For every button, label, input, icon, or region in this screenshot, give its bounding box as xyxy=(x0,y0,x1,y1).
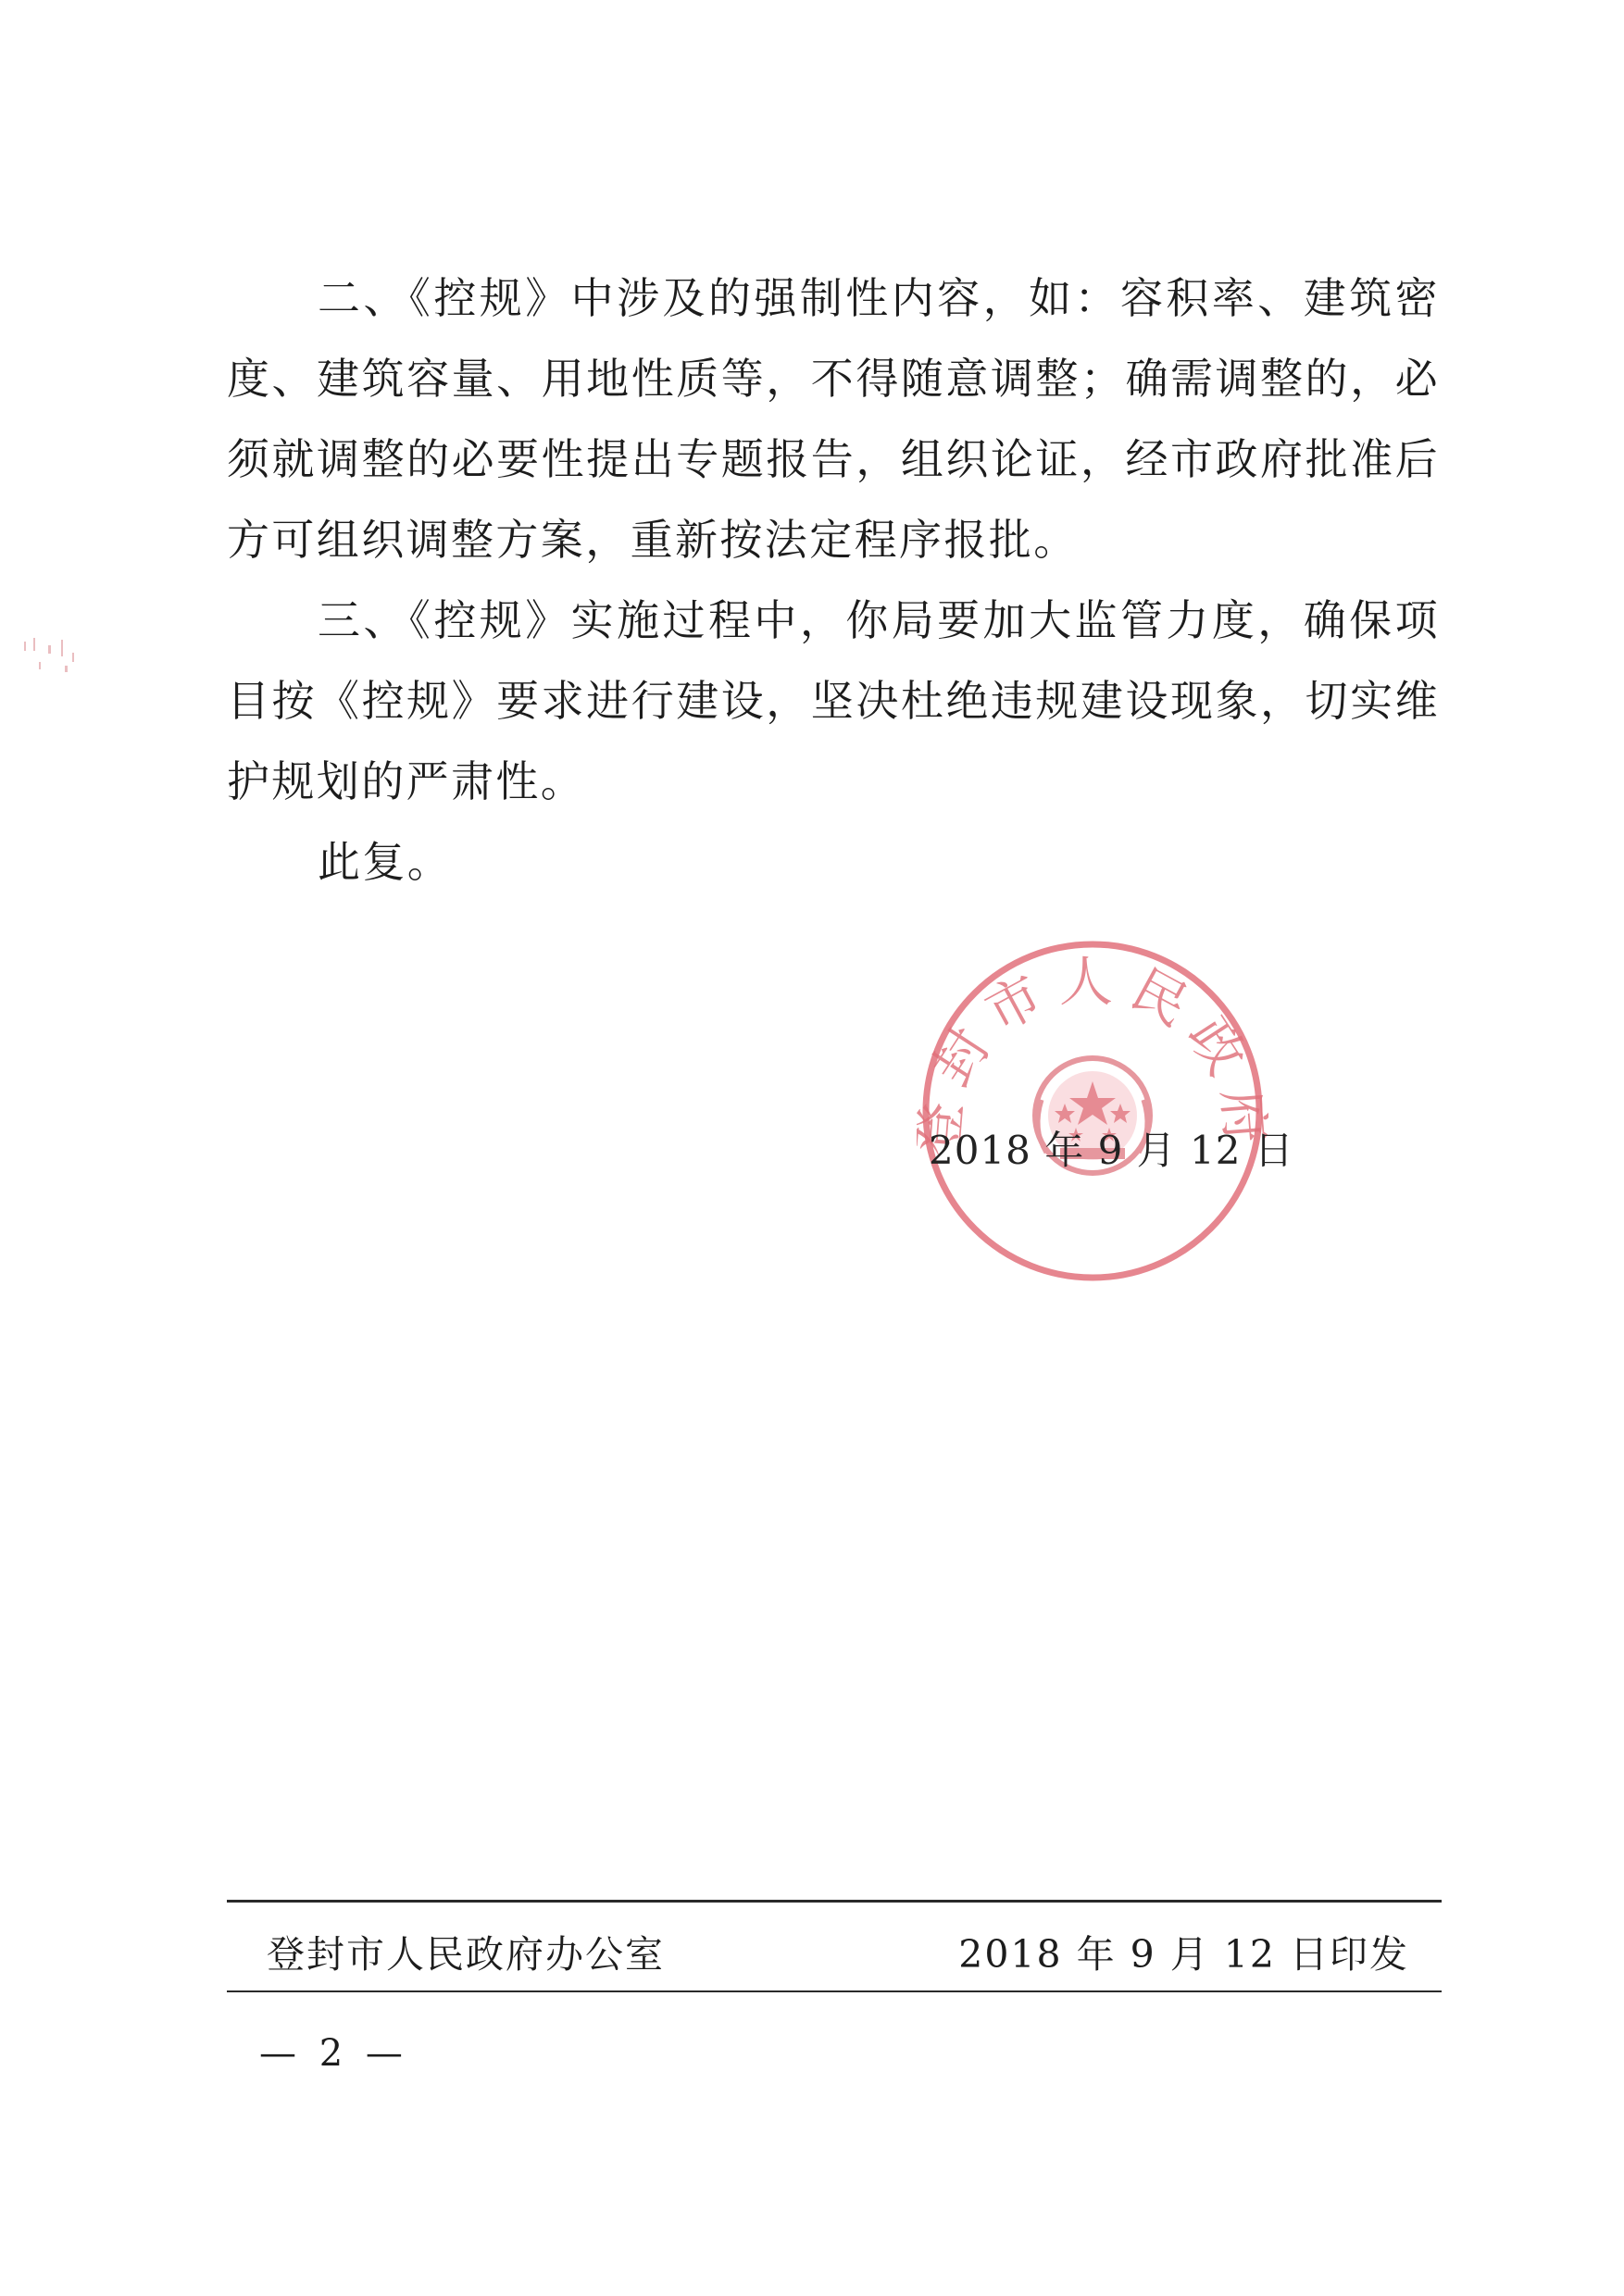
footer-bottom-rule xyxy=(227,1990,1442,1992)
signature-date: 2018 年 9 月 12 日 xyxy=(929,1128,1294,1173)
paragraph-three: 三、《控规》实施过程中，你局要加大监管力度，确保项目按《控规》要求进行建设，坚决杜绝违规建设现象，切实维护规划的严肃性。 xyxy=(227,595,1440,806)
scan-smudge xyxy=(20,634,85,690)
page-number: — 2 — xyxy=(259,2032,408,2075)
seal-text: 封市人民政 xyxy=(919,950,1266,1097)
issuing-office: 登封市人民政府办公室 xyxy=(267,1932,665,1977)
print-date: 2018 年 9 月 12 日印发 xyxy=(958,1932,1409,1977)
paragraph-two: 二、《控规》中涉及的强制性内容，如：容积率、建筑密度、建筑容量、用地性质等，不得随意调整；确需调整的，必须就调整的必要性提出专题报告，组织论证，经市政府批准后方可组织调整方案，重新按法定程序报批。 xyxy=(227,273,1440,565)
footer-top-rule xyxy=(227,1900,1442,1903)
official-seal xyxy=(917,935,1268,1287)
closing-remark: 此复。 xyxy=(318,837,453,887)
